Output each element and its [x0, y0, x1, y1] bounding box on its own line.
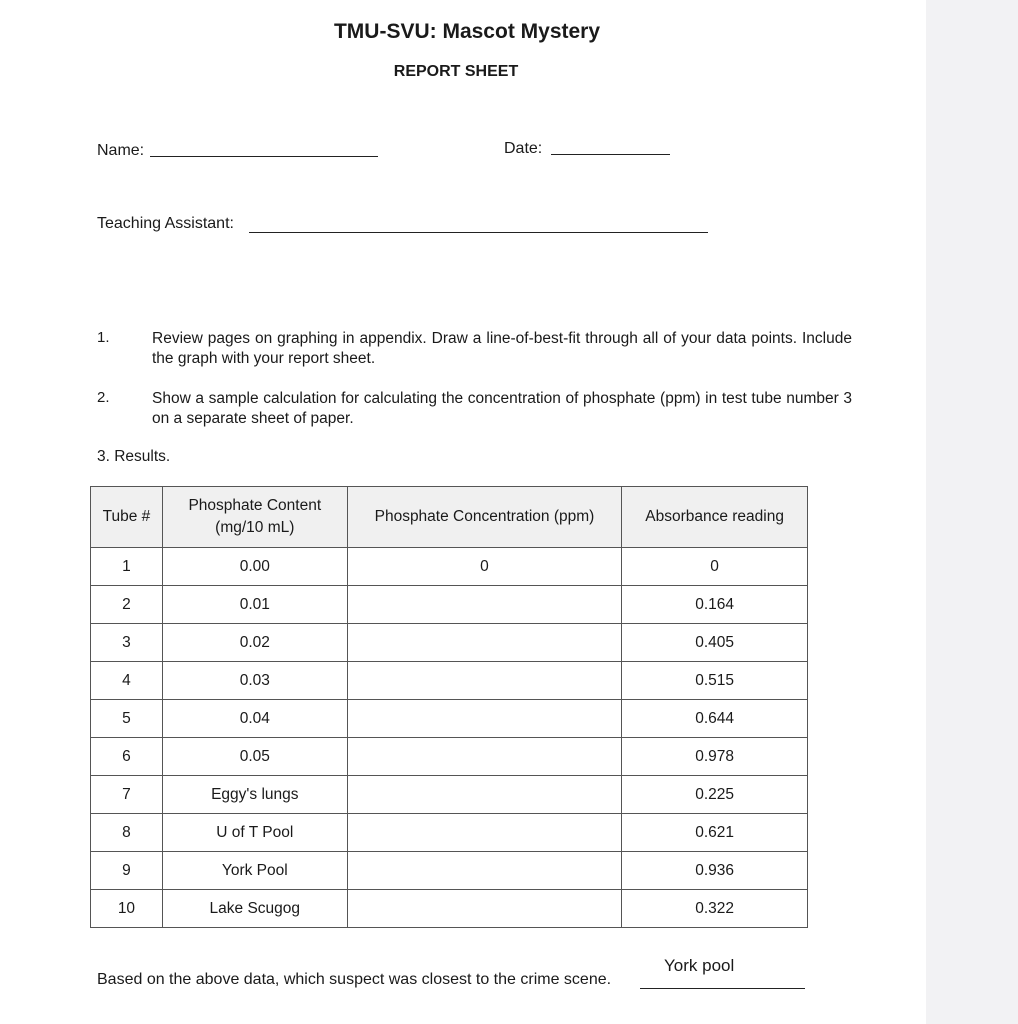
concentration-cell[interactable] [347, 700, 622, 738]
name-label: Name: [97, 142, 145, 159]
question-2-number: 2. [97, 389, 110, 406]
tube-cell: 3 [91, 624, 163, 662]
table-row [91, 852, 808, 890]
absorbance-cell: 0.515 [622, 662, 808, 700]
table-row [91, 700, 808, 738]
tube-cell: 7 [91, 776, 163, 814]
side-panel [926, 0, 1018, 1024]
column-header-tube: Tube # [91, 487, 163, 548]
concentration-cell[interactable] [347, 890, 622, 928]
absorbance-cell: 0.225 [622, 776, 808, 814]
concentration-cell[interactable] [347, 738, 622, 776]
question-1-number: 1. [97, 329, 110, 346]
ta-field[interactable] [249, 232, 708, 233]
results-table [90, 486, 808, 928]
content-cell: 0.00 [162, 548, 347, 586]
date-label: Date: [504, 140, 543, 157]
page-title: TMU-SVU: Mascot Mystery [333, 20, 601, 43]
content-cell: 0.01 [162, 586, 347, 624]
name-field[interactable] [150, 156, 378, 157]
ta-label: Teaching Assistant: [97, 215, 234, 232]
content-cell: 0.03 [162, 662, 347, 700]
tube-cell: 6 [91, 738, 163, 776]
content-cell: U of T Pool [162, 814, 347, 852]
table-row [91, 548, 808, 586]
absorbance-cell: 0.644 [622, 700, 808, 738]
concentration-cell[interactable] [347, 776, 622, 814]
table-row [91, 624, 808, 662]
table-header-row [91, 487, 808, 548]
concentration-cell[interactable] [347, 586, 622, 624]
column-header-content: Phosphate Content (mg/10 mL) [162, 487, 347, 548]
results-heading: 3. Results. [97, 448, 171, 465]
date-field[interactable] [551, 154, 670, 155]
tube-cell: 4 [91, 662, 163, 700]
table-row [91, 586, 808, 624]
page-subtitle: REPORT SHEET [393, 63, 519, 80]
content-cell: 0.05 [162, 738, 347, 776]
absorbance-cell: 0.936 [622, 852, 808, 890]
tube-cell: 2 [91, 586, 163, 624]
content-cell: York Pool [162, 852, 347, 890]
tube-cell: 9 [91, 852, 163, 890]
table-row [91, 814, 808, 852]
concentration-cell[interactable] [347, 624, 622, 662]
tube-cell: 8 [91, 814, 163, 852]
table-row [91, 890, 808, 928]
tube-cell: 1 [91, 548, 163, 586]
concentration-cell[interactable] [347, 662, 622, 700]
tube-cell: 10 [91, 890, 163, 928]
content-cell: 0.02 [162, 624, 347, 662]
absorbance-cell: 0.978 [622, 738, 808, 776]
content-cell: 0.04 [162, 700, 347, 738]
absorbance-cell: 0.405 [622, 624, 808, 662]
conclusion-answer-line [640, 988, 805, 989]
column-header-absorbance: Absorbance reading [622, 487, 808, 548]
question-2-text: Show a sample calculation for calculating the concentration of phosphate (ppm) in test tube number 3 on a separate sheet of paper. [152, 390, 852, 427]
question-1-text: Review pages on graphing in appendix. Draw a line-of-best-fit through all of your data points. Include the graph with your report sheet. [152, 330, 852, 367]
conclusion-question: Based on the above data, which suspect was closest to the crime scene. [97, 971, 612, 988]
concentration-cell[interactable] [347, 852, 622, 890]
tube-cell: 5 [91, 700, 163, 738]
table-row [91, 738, 808, 776]
content-cell: Eggy's lungs [162, 776, 347, 814]
absorbance-cell: 0 [622, 548, 808, 586]
table-row [91, 662, 808, 700]
concentration-cell[interactable]: 0 [347, 548, 622, 586]
content-cell: Lake Scugog [162, 890, 347, 928]
column-header-concentration: Phosphate Concentration (ppm) [347, 487, 622, 548]
absorbance-cell: 0.621 [622, 814, 808, 852]
conclusion-answer[interactable]: York pool [664, 956, 735, 975]
absorbance-cell: 0.164 [622, 586, 808, 624]
concentration-cell[interactable] [347, 814, 622, 852]
absorbance-cell: 0.322 [622, 890, 808, 928]
table-row [91, 776, 808, 814]
